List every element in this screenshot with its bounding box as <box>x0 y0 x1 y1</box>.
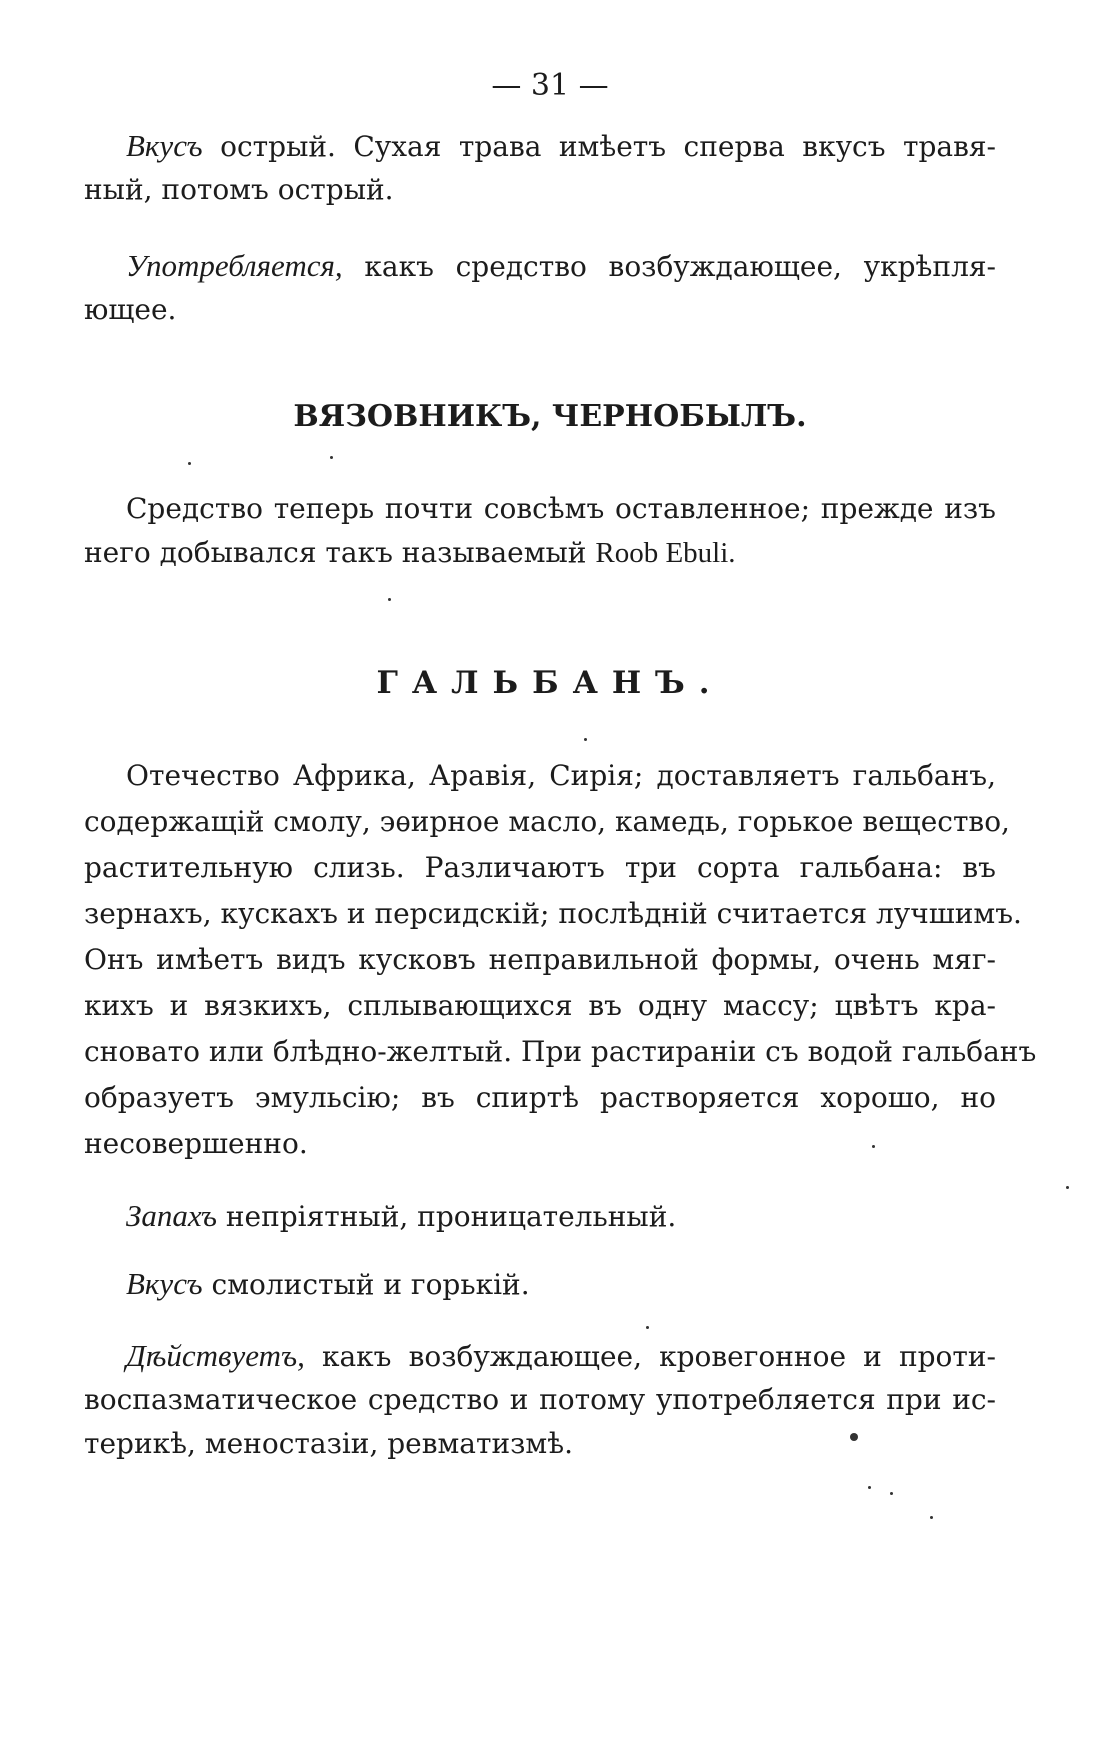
paragraph-usage-line-2: ющее. <box>84 293 177 326</box>
scan-speck <box>890 1492 893 1495</box>
section-heading-galban: ГАЛЬБАНЪ. <box>376 665 724 701</box>
paragraph-action-line-3: терикѣ, меностазіи, ревматизмѣ. <box>84 1427 573 1460</box>
paragraph-text: него добывался такъ называемый <box>84 536 587 569</box>
scan-speck <box>868 1486 871 1489</box>
paragraph-galban-line: несовершенно. <box>84 1127 308 1160</box>
paragraph-galban-line: содержащій смолу, эѳирное масло, камедь, горькое вещество, <box>84 805 1010 838</box>
paragraph-galban-line: зернахъ, кускахъ и персидскій; послѣдній считается лучшимъ. <box>84 897 1022 930</box>
paragraph-lead-term: Вкусъ <box>126 128 203 163</box>
page-number: — 31 — <box>491 68 609 103</box>
paragraph-lead-term: Употребляется, <box>126 248 343 283</box>
paragraph-usage-line-1 <box>126 246 996 286</box>
paragraph-text: какъ средство возбуждающее, укрѣпля- <box>364 250 996 283</box>
paragraph-lead-term: Запахъ <box>126 1198 217 1233</box>
scan-speck <box>872 1145 875 1148</box>
paragraph-text: непріятный, проницательный. <box>225 1200 677 1233</box>
paragraph-galban-line: сновато или блѣдно-желтый. При растираніи съ водой гальбанъ <box>84 1035 1037 1068</box>
paragraph-galban-line: кихъ и вязкихъ, сплывающихся въ одну массу; цвѣтъ кра- <box>84 989 996 1022</box>
scan-speck <box>930 1516 933 1519</box>
paragraph-galban-line: Онъ имѣетъ видъ кусковъ неправильной формы, очень мяг- <box>84 943 996 976</box>
paragraph-lead-term: Вкусъ <box>126 1266 203 1301</box>
paragraph-taste <box>126 1264 996 1304</box>
section-heading-vyazovnik: ВЯЗОВНИКЪ, ЧЕРНОБЫЛЪ. <box>293 399 807 434</box>
paragraph-galban-line: растительную слизь. Различаютъ три сорта гальбана: въ <box>84 851 996 884</box>
paragraph-taste-line-2: ный, потомъ острый. <box>84 173 394 206</box>
scan-speck <box>188 462 191 465</box>
paragraph-text: острый. Сухая трава имѣетъ сперва вкусъ травя- <box>220 130 996 163</box>
scan-speck <box>388 598 391 601</box>
scan-speck <box>1066 1186 1069 1189</box>
paragraph-action-line-2: воспазматическое средство и потому употребляется при ис- <box>84 1383 996 1416</box>
paragraph-vyazovnik-line-2 <box>84 533 996 573</box>
paragraph-galban-line: Отечество Африка, Аравія, Сирія; доставляетъ гальбанъ, <box>126 759 996 792</box>
latin-term: Roob Ebuli. <box>595 537 736 569</box>
scan-speck <box>850 1433 858 1441</box>
paragraph-text: смолистый и горькій. <box>211 1268 530 1301</box>
paragraph-galban-line: образуетъ эмульсію; въ спиртѣ растворяется хорошо, но <box>84 1081 996 1114</box>
scan-speck <box>330 456 333 459</box>
scan-speck <box>646 1326 649 1329</box>
paragraph-action-line-1 <box>126 1336 996 1376</box>
paragraph-text: какъ возбуждающее, кровегонное и проти- <box>321 1340 996 1373</box>
scan-speck <box>584 738 587 741</box>
paragraph-vyazovnik-line-1: Средство теперь почти совсѣмъ оставленное; прежде изъ <box>126 492 996 525</box>
paragraph-taste-line-1 <box>126 126 996 166</box>
paragraph-lead-term: Дѣйствуетъ, <box>126 1338 305 1373</box>
paragraph-smell <box>126 1196 996 1236</box>
